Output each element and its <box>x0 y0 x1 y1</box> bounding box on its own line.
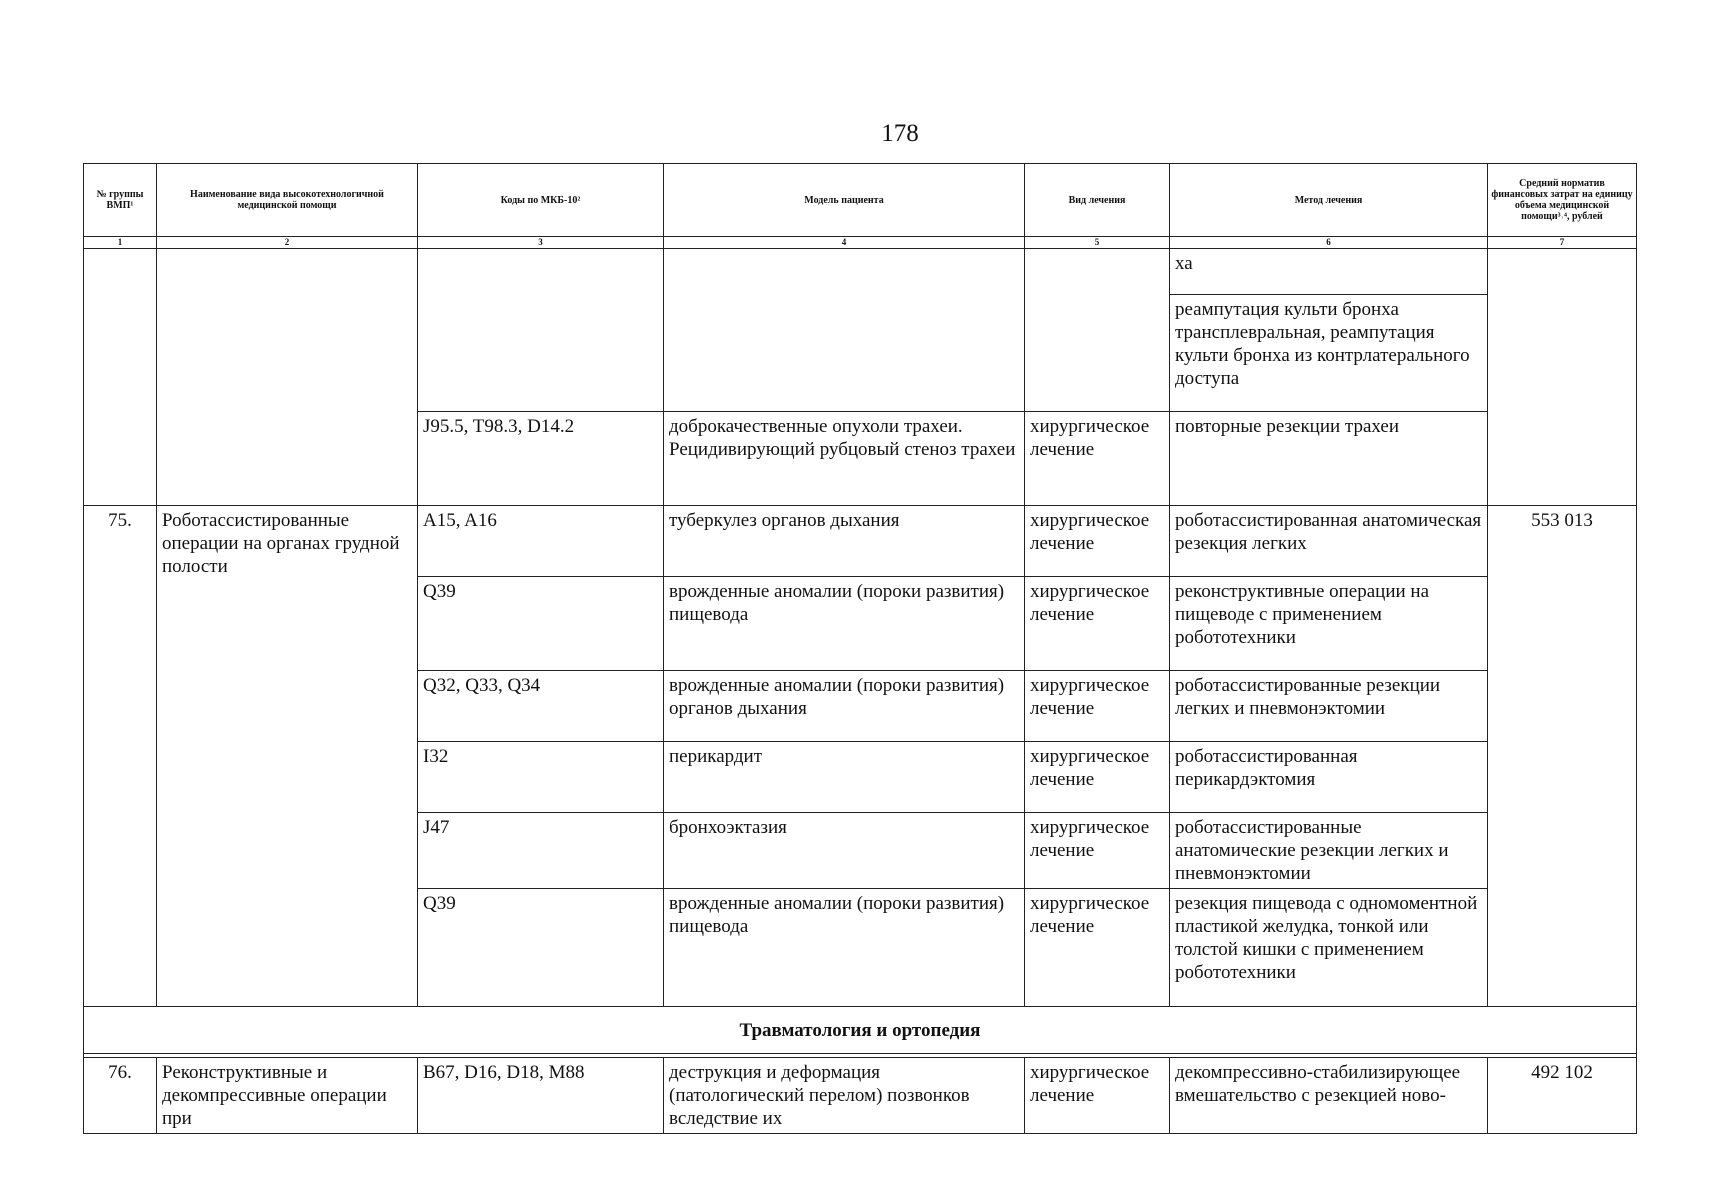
vmp-table <box>83 163 1637 1134</box>
section-title: Травматология и ортопедия <box>84 1007 1637 1054</box>
page-number: 178 <box>881 120 919 147</box>
icd-codes-cell: Q39 <box>418 889 664 1007</box>
patient-model-cell: врожденные аномалии (пороки развития) органов дыхания <box>664 671 1025 742</box>
header-group-number: № группы ВМП¹ <box>84 164 157 237</box>
table-row <box>84 1058 1637 1134</box>
average-cost-cell <box>1488 249 1637 506</box>
section-row <box>84 1007 1637 1054</box>
treatment-method-cell: роботассистированная перикардэктомия <box>1170 742 1488 813</box>
icd-codes-cell: Q32, Q33, Q34 <box>418 671 664 742</box>
table-header-row <box>84 164 1637 237</box>
icd-codes-cell: I32 <box>418 742 664 813</box>
treatment-type-cell: хирургическое лечение <box>1025 1058 1170 1134</box>
header-treatment-type: Вид лечения <box>1025 164 1170 237</box>
header-average-cost: Средний норматив финансовых затрат на единицу объема медицинской помощи³˒⁴, рублей <box>1488 164 1637 237</box>
patient-model-cell: деструкция и деформация (патологический перелом) позвонков вследствие их <box>664 1058 1025 1134</box>
table-row <box>84 249 1637 295</box>
care-type-name-cell: Роботассистированные операции на органах грудной полости <box>157 506 418 1007</box>
group-number-cell: 76. <box>84 1058 157 1134</box>
treatment-type-cell: хирургическое лечение <box>1025 742 1170 813</box>
table-row <box>84 506 1637 577</box>
column-number: 3 <box>418 237 664 249</box>
icd-codes-cell: A15, A16 <box>418 506 664 577</box>
treatment-method-cell: роботассистированные анатомические резекции легких и пневмонэктомии <box>1170 813 1488 889</box>
header-care-type-name: Наименование вида высокотехнологичной медицинской помощи <box>157 164 418 237</box>
patient-model-cell: бронхоэктазия <box>664 813 1025 889</box>
patient-model-cell: перикардит <box>664 742 1025 813</box>
group-number-cell: 75. <box>84 506 157 1007</box>
treatment-type-cell <box>1025 249 1170 412</box>
treatment-type-cell: хирургическое лечение <box>1025 671 1170 742</box>
average-cost-cell: 553 013 <box>1488 506 1637 1007</box>
column-number: 5 <box>1025 237 1170 249</box>
treatment-method-cell: резекция пищевода с одномоментной пластикой желудка, тонкой или толстой кишки с применением робототехники <box>1170 889 1488 1007</box>
treatment-method-cell: ха <box>1170 249 1488 295</box>
patient-model-cell: врожденные аномалии (пороки развития) пищевода <box>664 577 1025 671</box>
treatment-type-cell: хирургическое лечение <box>1025 813 1170 889</box>
care-type-name-cell: Реконструктивные и декомпрессивные операции при <box>157 1058 418 1134</box>
treatment-type-cell: хирургическое лечение <box>1025 577 1170 671</box>
header-treatment-method: Метод лечения <box>1170 164 1488 237</box>
column-number: 2 <box>157 237 418 249</box>
group-number-cell <box>84 249 157 506</box>
treatment-method-cell: повторные резекции трахеи <box>1170 412 1488 506</box>
patient-model-cell <box>664 249 1025 412</box>
icd-codes-cell <box>418 249 664 412</box>
patient-model-cell: туберкулез органов дыхания <box>664 506 1025 577</box>
icd-codes-cell: Q39 <box>418 577 664 671</box>
average-cost-cell: 492 102 <box>1488 1058 1637 1134</box>
care-type-name-cell <box>157 249 418 506</box>
treatment-method-cell: реконструктивные операции на пищеводе с применением робототехники <box>1170 577 1488 671</box>
column-number: 7 <box>1488 237 1637 249</box>
patient-model-cell: врожденные аномалии (пороки развития) пищевода <box>664 889 1025 1007</box>
treatment-type-cell: хирургическое лечение <box>1025 412 1170 506</box>
patient-model-cell: доброкачественные опухоли трахеи. Рецидивирующий рубцовый стеноз трахеи <box>664 412 1025 506</box>
icd-codes-cell: J47 <box>418 813 664 889</box>
treatment-method-cell: декомпрессивно-стабилизирующее вмешательство с резекцией ново- <box>1170 1058 1488 1134</box>
column-number-row <box>84 237 1637 249</box>
column-number: 4 <box>664 237 1025 249</box>
icd-codes-cell: B67, D16, D18, M88 <box>418 1058 664 1134</box>
treatment-method-cell: роботассистированные резекции легких и пневмонэктомии <box>1170 671 1488 742</box>
treatment-method-cell: роботассистированная анатомическая резекция легких <box>1170 506 1488 577</box>
header-icd-codes: Коды по МКБ-10² <box>418 164 664 237</box>
treatment-method-cell: реампутация культи бронха трансплевральная, реампутация культи бронха из контрлатерального доступа <box>1170 295 1488 412</box>
treatment-type-cell: хирургическое лечение <box>1025 506 1170 577</box>
header-patient-model: Модель пациента <box>664 164 1025 237</box>
treatment-type-cell: хирургическое лечение <box>1025 889 1170 1007</box>
column-number: 6 <box>1170 237 1488 249</box>
icd-codes-cell: J95.5, T98.3, D14.2 <box>418 412 664 506</box>
column-number: 1 <box>84 237 157 249</box>
